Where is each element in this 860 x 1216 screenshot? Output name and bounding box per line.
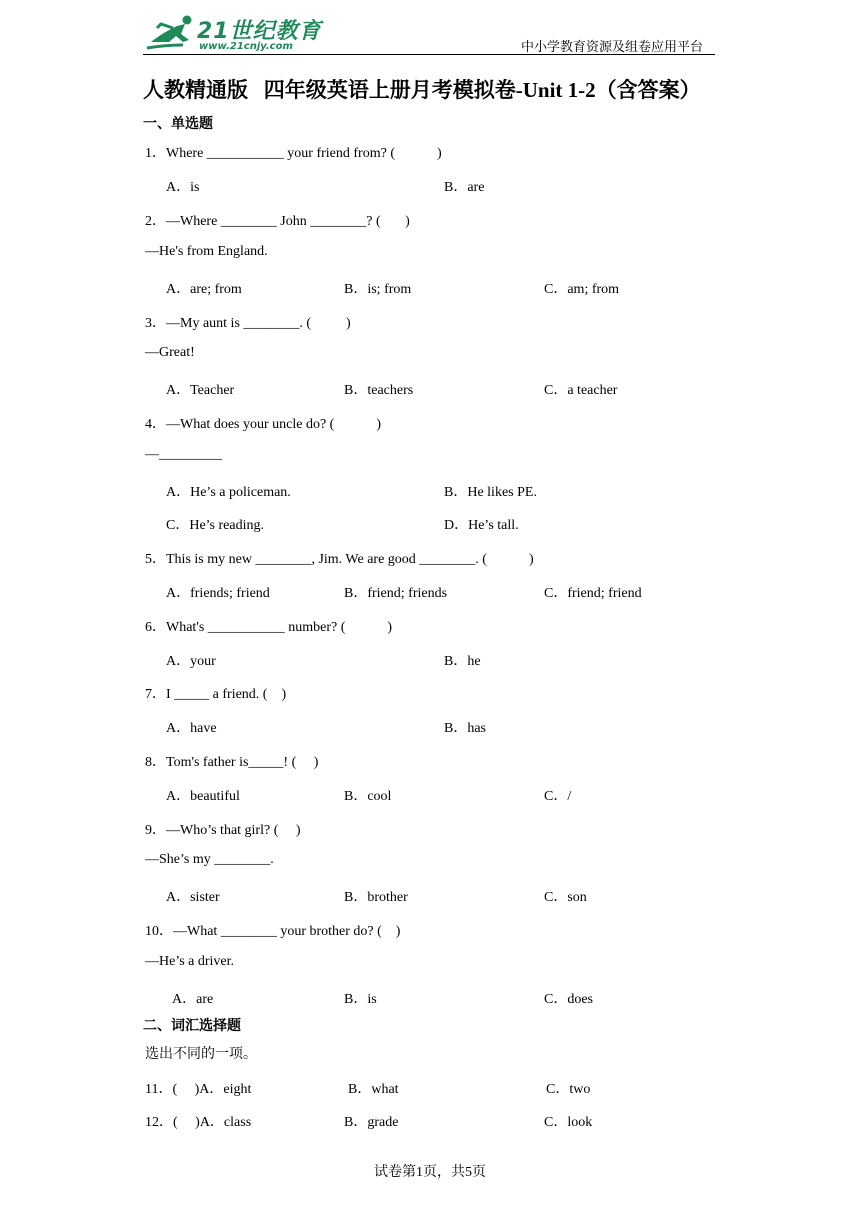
option-c[interactable]: C．does — [544, 992, 593, 1007]
platform-name: 中小学教育资源及组卷应用平台 — [521, 39, 704, 54]
site-logo — [143, 12, 322, 54]
option-a[interactable]: A．sister — [166, 890, 220, 905]
option-c[interactable]: C．two — [546, 1082, 591, 1097]
option-b[interactable]: B．is — [344, 992, 377, 1007]
option-b[interactable]: B．He likes PE. — [444, 485, 537, 500]
option-b[interactable]: B．he — [444, 654, 481, 669]
section-heading: 一、单选题 — [143, 117, 213, 132]
option-a[interactable]: A．beautiful — [166, 789, 240, 804]
option-a[interactable]: A．friends; friend — [166, 586, 270, 601]
question-text: 5．This is my new ________, Jim. We are good ________. ( ) — [145, 552, 534, 567]
option-c[interactable]: C．son — [544, 890, 587, 905]
option-b[interactable]: B．grade — [344, 1115, 399, 1130]
option-b[interactable]: B．brother — [344, 890, 408, 905]
section-instruction: 选出不同的一项。 — [145, 1047, 257, 1062]
question-text: —He’s a driver. — [145, 954, 235, 969]
page-title: 人教精通版 四年级英语上册月考模拟卷-Unit 1-2（含答案） — [143, 78, 701, 102]
header-divider — [143, 54, 715, 55]
question-text: 10．—What ________ your brother do? ( ) — [145, 924, 401, 939]
option-c[interactable]: C．/ — [544, 789, 572, 804]
option-c[interactable]: C．friend; friend — [544, 586, 642, 601]
question-text: —_________ — [145, 447, 222, 462]
option-a[interactable]: A．Teacher — [166, 383, 235, 398]
option-a[interactable]: A．are — [172, 992, 214, 1007]
question-text: —He's from England. — [145, 244, 268, 259]
option-b[interactable]: B．friend; friends — [344, 586, 448, 601]
question-text: 12．( )A．class — [145, 1115, 252, 1130]
option-a[interactable]: A．is — [166, 180, 200, 195]
option-b[interactable]: B．what — [348, 1082, 399, 1097]
logo-brand-text: 21世纪教育 — [197, 19, 322, 44]
question-text: 8．Tom's father is_____! ( ) — [145, 755, 319, 770]
logo-url-text: www.21cnjy.com — [199, 41, 293, 52]
question-text: —Great! — [145, 345, 195, 360]
option-c[interactable]: C．He’s reading. — [166, 518, 264, 533]
option-c[interactable]: C．look — [544, 1115, 593, 1130]
section-heading: 二、词汇选择题 — [143, 1019, 241, 1034]
option-b[interactable]: B．cool — [344, 789, 392, 804]
option-b[interactable]: B．are — [444, 180, 485, 195]
question-text: 9．—Who’s that girl? ( ) — [145, 823, 301, 838]
option-a[interactable]: A．have — [166, 721, 217, 736]
question-text: 4．—What does your uncle do? ( ) — [145, 417, 381, 432]
question-text: 1．Where ___________ your friend from? ( ) — [145, 146, 442, 161]
option-a[interactable]: A．your — [166, 654, 216, 669]
option-c[interactable]: C．a teacher — [544, 383, 618, 398]
question-text: 3．—My aunt is ________. ( ) — [145, 316, 351, 331]
question-text: —She’s my ________. — [145, 852, 274, 867]
option-b[interactable]: B．teachers — [344, 383, 414, 398]
page-number: 试卷第1页，共5页 — [374, 1165, 486, 1180]
option-a[interactable]: A．are; from — [166, 282, 242, 297]
option-d[interactable]: D．He’s tall. — [444, 518, 519, 533]
option-a[interactable]: A．He’s a policeman. — [166, 485, 291, 500]
option-b[interactable]: B．has — [444, 721, 486, 736]
question-text: 7．I _____ a friend. ( ) — [145, 687, 287, 702]
option-c[interactable]: C．am; from — [544, 282, 620, 297]
question-text: 2．—Where ________ John ________? ( ) — [145, 214, 410, 229]
question-text: 11．( )A．eight — [145, 1082, 252, 1097]
question-text: 6．What's ___________ number? ( ) — [145, 620, 393, 635]
option-b[interactable]: B．is; from — [344, 282, 412, 297]
